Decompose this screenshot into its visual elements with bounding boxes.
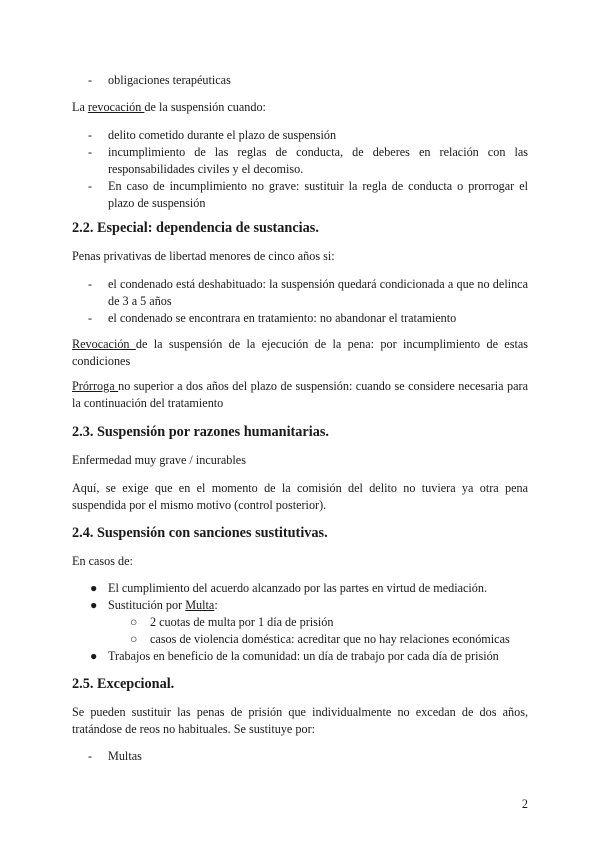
list-item: ● Sustitución por Multa: ○ 2 cuotas de multa por 1 día de prisión ○ casos de violencia doméstica: acreditar que no hay relaciones económicas xyxy=(88,597,528,648)
section-heading-2-4: 2.4. Suspensión con sanciones sustitutivas. xyxy=(72,525,328,541)
list-item: - Multas xyxy=(88,748,528,765)
section-2-4-intro: En casos de: xyxy=(72,554,133,568)
list-item: - delito cometido durante el plazo de suspensión xyxy=(88,127,528,144)
list-item: - incumplimiento de las reglas de conducta, de deberes en relación con las responsabilidades civiles y el decomiso. xyxy=(88,144,528,178)
section-heading-2-3: 2.3. Suspensión por razones humanitarias. xyxy=(72,424,329,440)
section-2-4-list xyxy=(88,580,528,665)
section-2-3-line1: Enfermedad muy grave / incurables xyxy=(72,453,246,467)
section-2-3-line2: Aquí, se exige que en el momento de la comisión del delito no tuviera ya otra pena suspendida por el mismo motivo (control posterior). xyxy=(72,481,528,512)
circle-bullet-icon: ○ xyxy=(130,632,138,646)
section-2-5-list xyxy=(88,748,528,765)
section-2-2-list xyxy=(88,276,528,327)
list-item: - el condenado se encontrara en tratamiento: no abandonar el tratamiento xyxy=(88,310,528,327)
section-2-5-text: Se pueden sustituir las penas de prisión que individualmente no excedan de dos años, tratándose de reos no habituales. Se sustituye por: xyxy=(72,705,528,736)
revocation-term: revocación xyxy=(87,100,145,114)
extension-term: Prórroga xyxy=(72,379,119,393)
section-2-2-intro: Penas privativas de libertad menores de cinco años si: xyxy=(72,249,335,263)
revocation-paragraph: Revocación de la suspensión de la ejecución de la pena: por incumplimiento de estas condiciones xyxy=(72,337,529,368)
section-heading-2-2: 2.2. Especial: dependencia de sustancias. xyxy=(72,220,319,236)
sub-list-item: ○ 2 cuotas de multa por 1 día de prisión xyxy=(130,615,334,629)
fine-sub-list xyxy=(108,614,528,648)
circle-bullet-icon: ○ xyxy=(130,615,138,629)
bullet-icon: ● xyxy=(90,649,98,663)
section-heading-2-5: 2.5. Excepcional. xyxy=(72,676,175,692)
sub-list-item: ○ casos de violencia doméstica: acreditar que no hay relaciones económicas xyxy=(130,632,510,646)
list-item: - el condenado está deshabituado: la suspensión quedará condicionada a que no delinca de 3 a 5 años xyxy=(88,276,528,310)
list-item: ● Trabajos en beneficio de la comunidad: un día de trabajo por cada día de prisión xyxy=(90,649,499,663)
list-item: ● El cumplimiento del acuerdo alcanzado por las partes en virtud de mediación. xyxy=(90,581,488,595)
list-item: - obligaciones terapéuticas xyxy=(88,72,528,89)
fine-term: Multa xyxy=(185,598,215,612)
extension-paragraph: Prórroga no superior a dos años del plazo de suspensión: cuando se considere necesaria para la continuación del tratamiento xyxy=(72,379,528,410)
revocation-term: Revocación xyxy=(72,337,136,351)
list-item: - En caso de incumplimiento no grave: sustituir la regla de conducta o prorrogar el plazo de suspensión xyxy=(88,178,528,212)
therapeutic-obligations-list xyxy=(88,72,528,89)
page-number: 2 xyxy=(521,797,528,811)
revocation-intro: La revocación de la suspensión cuando: xyxy=(72,100,266,114)
bullet-icon: ● xyxy=(90,598,98,612)
revocation-list xyxy=(88,127,528,212)
bullet-icon: ● xyxy=(90,581,98,595)
